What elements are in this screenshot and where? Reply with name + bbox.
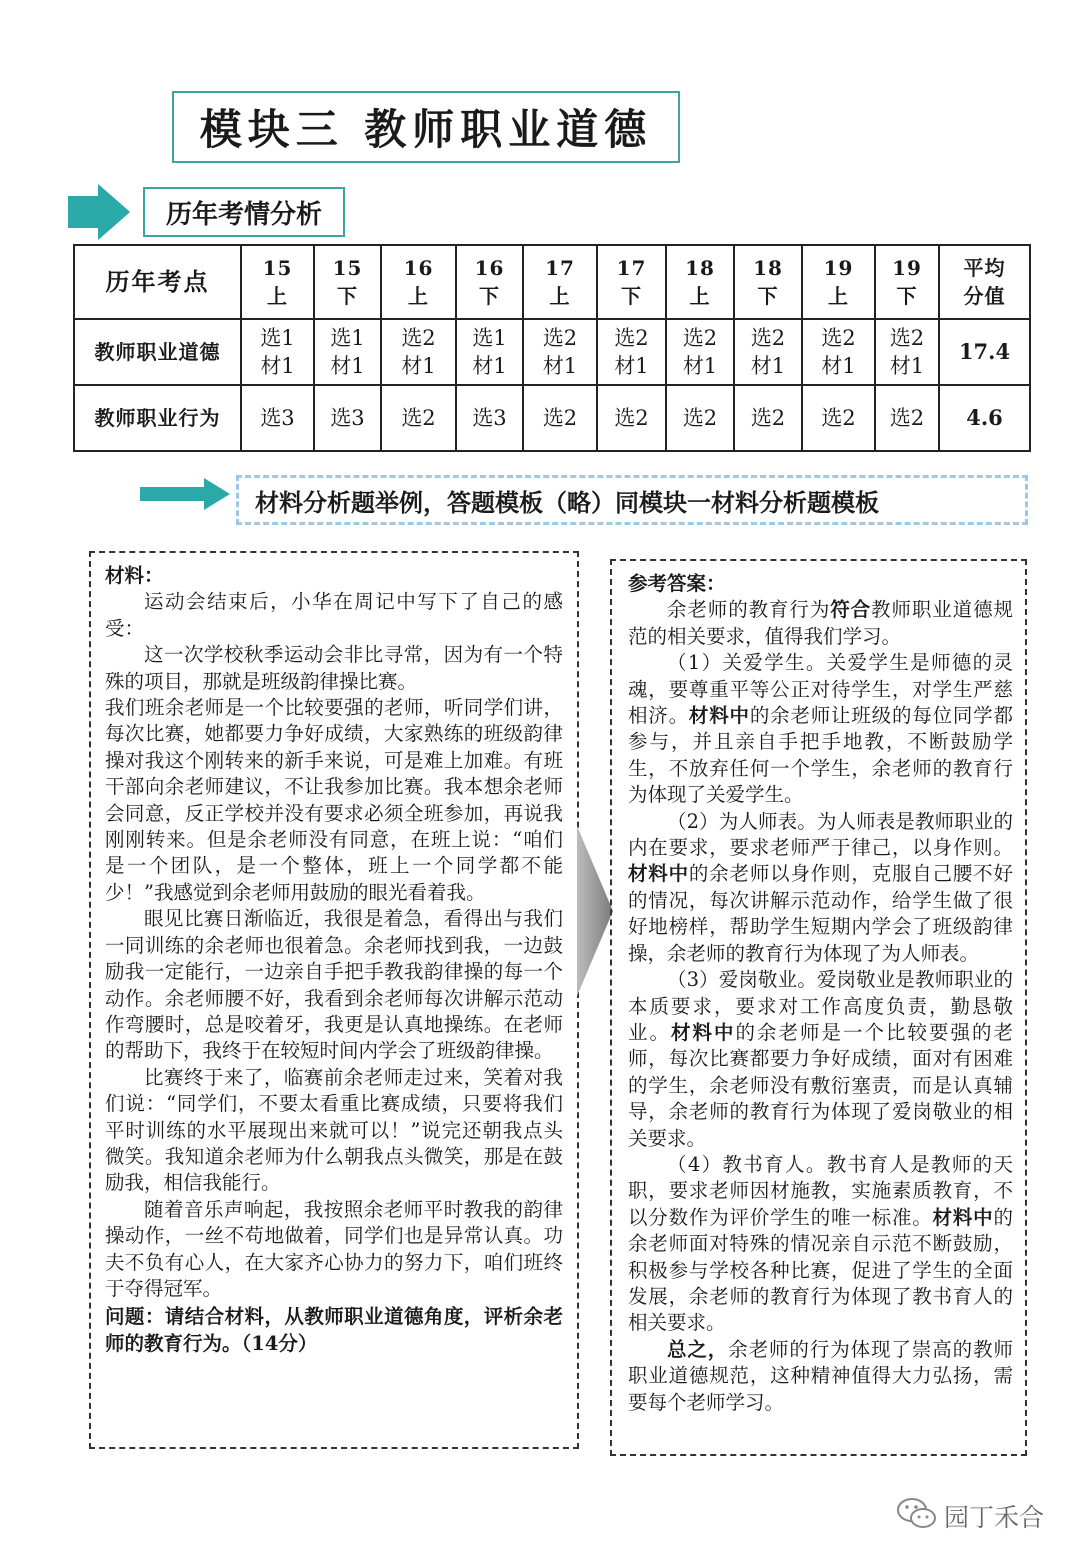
table-cell: 选3 (241, 385, 314, 451)
column-header: 19 下 (875, 245, 939, 319)
answer-panel (610, 559, 1027, 1456)
answer-point: （3）爱岗敬业。爱岗敬业是教师职业的本质要求，要求对工作高度负责，勤恳敬业。材料中的余老师是一个比较要强的老师，每次比赛都要力争好成绩，面对有困难的学生，余老师没有敷衍塞责，而是认真辅导，余老师的教育行为体现了爱岗敬业的相关要求。 (628, 968, 1013, 1150)
gray-arrow-icon (577, 826, 613, 996)
table-header-row (74, 245, 1030, 319)
answer-point: （1）关爱学生。关爱学生是师德的灵魂，要尊重平等公正对待学生，对学生严慈相济。材料中的余老师让班级的每位同学都参与，并且亲自手把手地教，不断鼓励学生，不放弃任何一个学生，余老师的教育行为体现了关爱学生。 (628, 651, 1013, 807)
table-cell: 选3 (314, 385, 381, 451)
exam-analysis-table (73, 244, 1031, 452)
table-row (74, 319, 1030, 385)
watermark-text: 园丁禾合 (944, 1503, 1045, 1532)
column-header: 16 上 (381, 245, 456, 319)
section-title-exam-analysis: 历年考情分析 (143, 187, 345, 237)
avg-value: 17.4 (939, 319, 1030, 385)
row-label: 教师职业道德 (74, 319, 241, 385)
material-paragraph: 随着音乐声响起，我按照余老师平时教我的韵律操动作，一丝不苟地做着，同学们也是异常认真。功夫不负有心人，在大家齐心协力的努力下，咱们班终于夺得冠军。 (105, 1197, 563, 1300)
avg-value: 4.6 (939, 385, 1030, 451)
table-cell: 选2 材1 (597, 319, 666, 385)
table-cell: 选2 材1 (734, 319, 802, 385)
teal-arrow-icon (68, 184, 130, 240)
material-paragraph: 这一次学校秋季运动会非比寻常，因为有一个特殊的项目，那就是班级韵律操比赛。 (105, 643, 563, 693)
table-cell: 选2 (381, 385, 456, 451)
table-cell: 选2 材1 (875, 319, 939, 385)
table-cell: 选1 材1 (456, 319, 523, 385)
answer-summary: 总之，余老师的行为体现了崇高的教师职业道德规范，这种精神值得大力弘扬，需要每个老师学习。 (628, 1337, 1013, 1414)
column-header: 15 下 (314, 245, 381, 319)
column-header: 17 上 (523, 245, 597, 319)
table-cell: 选2 (734, 385, 802, 451)
material-label: 材料： (105, 564, 164, 587)
table-cell: 选2 (597, 385, 666, 451)
material-panel (89, 551, 579, 1449)
answer-intro: 余老师的教育行为符合教师职业道德规范的相关要求，值得我们学习。 (628, 598, 1013, 648)
table-cell: 选2 (666, 385, 734, 451)
module-title: 模块三 教师职业道德 (172, 91, 680, 163)
wechat-logo-icon (896, 1496, 938, 1532)
column-header: 15 上 (241, 245, 314, 319)
question-text: 问题：请结合材料，从教师职业道德角度，评析余老师的教育行为。（14分） (105, 1305, 563, 1355)
table-cell: 选2 (523, 385, 597, 451)
answer-point: （2）为人师表。为人师表是教师职业的内在要求，要求老师严于律己，以身作则。材料中的余老师以身作则，克服自己腰不好的情况，每次讲解示范动作，给学生做了很好地榜样，帮助学生短期内学会了班级韵律操，余老师的教育行为体现了为人师表。 (628, 809, 1013, 965)
column-header: 18 上 (666, 245, 734, 319)
material-paragraph: 眼见比赛日渐临近，我很是着急，看得出与我们一同训练的余老师也很着急。余老师找到我，一边鼓励我一定能行，一边亲自手把手教我韵律操的每一个动作。余老师腰不好，我看到余老师每次讲解示范动作弯腰时，总是咬着牙，我更是认真地操练。在老师的帮助下，我终于在较短时间内学会了班级韵律操。 (105, 907, 563, 1063)
column-header: 17 下 (597, 245, 666, 319)
column-header: 16 下 (456, 245, 523, 319)
table-cell: 选2 材1 (666, 319, 734, 385)
table-cell: 选2 (802, 385, 875, 451)
table-cell: 选1 材1 (314, 319, 381, 385)
avg-header: 平均 分值 (939, 245, 1030, 319)
answer-point: （4）教书育人。教书育人是教师的天职，要求老师因材施教，实施素质教育，不以分数作为评价学生的唯一标准。材料中的余老师面对特殊的情况亲自示范不断鼓励，积极参与学校各种比赛，促进了学生的全面发展，余老师的教育行为体现了教书育人的相关要求。 (628, 1152, 1013, 1335)
table-cell: 选2 (875, 385, 939, 451)
row-label: 教师职业行为 (74, 385, 241, 451)
column-header: 19 上 (802, 245, 875, 319)
table-row (74, 385, 1030, 451)
answer-label: 参考答案： (628, 572, 726, 595)
column-header: 18 下 (734, 245, 802, 319)
table-cell: 选2 材1 (523, 319, 597, 385)
table-cell: 选3 (456, 385, 523, 451)
table-cell: 选2 材1 (381, 319, 456, 385)
material-paragraph: 比赛终于来了，临赛前余老师走过来，笑着对我们说：“同学们，不要太看重比赛成绩，只要将我们平时训练的水平展现出来就可以！”说完还朝我点头微笑。我知道余老师为什么朝我点头微笑，那是在鼓励我，相信我能行。 (105, 1065, 563, 1195)
material-paragraph: 运动会结束后，小华在周记中写下了自己的感受： (105, 590, 563, 640)
teal-arrow-icon (140, 478, 230, 510)
material-paragraph: 我们班余老师是一个比较要强的老师，听同学们讲，每次比赛，她都要力争好成绩，大家熟练的班级韵律操对我这个刚转来的新手来说，可是难上加难。有班干部向余老师建议，不让我参加比赛。我本想余老师会同意，反正学校并没有要求必须全班参加，再说我刚刚转来。但是余老师没有同意，在班上说：“咱们是一个团队，是一个整体，班上一个同学都不能少！”我感觉到余老师用鼓励的眼光看着我。 (105, 696, 563, 904)
table-header-label: 历年考点 (74, 245, 241, 319)
table-cell: 选2 材1 (802, 319, 875, 385)
section-title-material-example: 材料分析题举例，答题模板（略）同模块一材料分析题模板 (236, 475, 1028, 525)
table-cell: 选1 材1 (241, 319, 314, 385)
